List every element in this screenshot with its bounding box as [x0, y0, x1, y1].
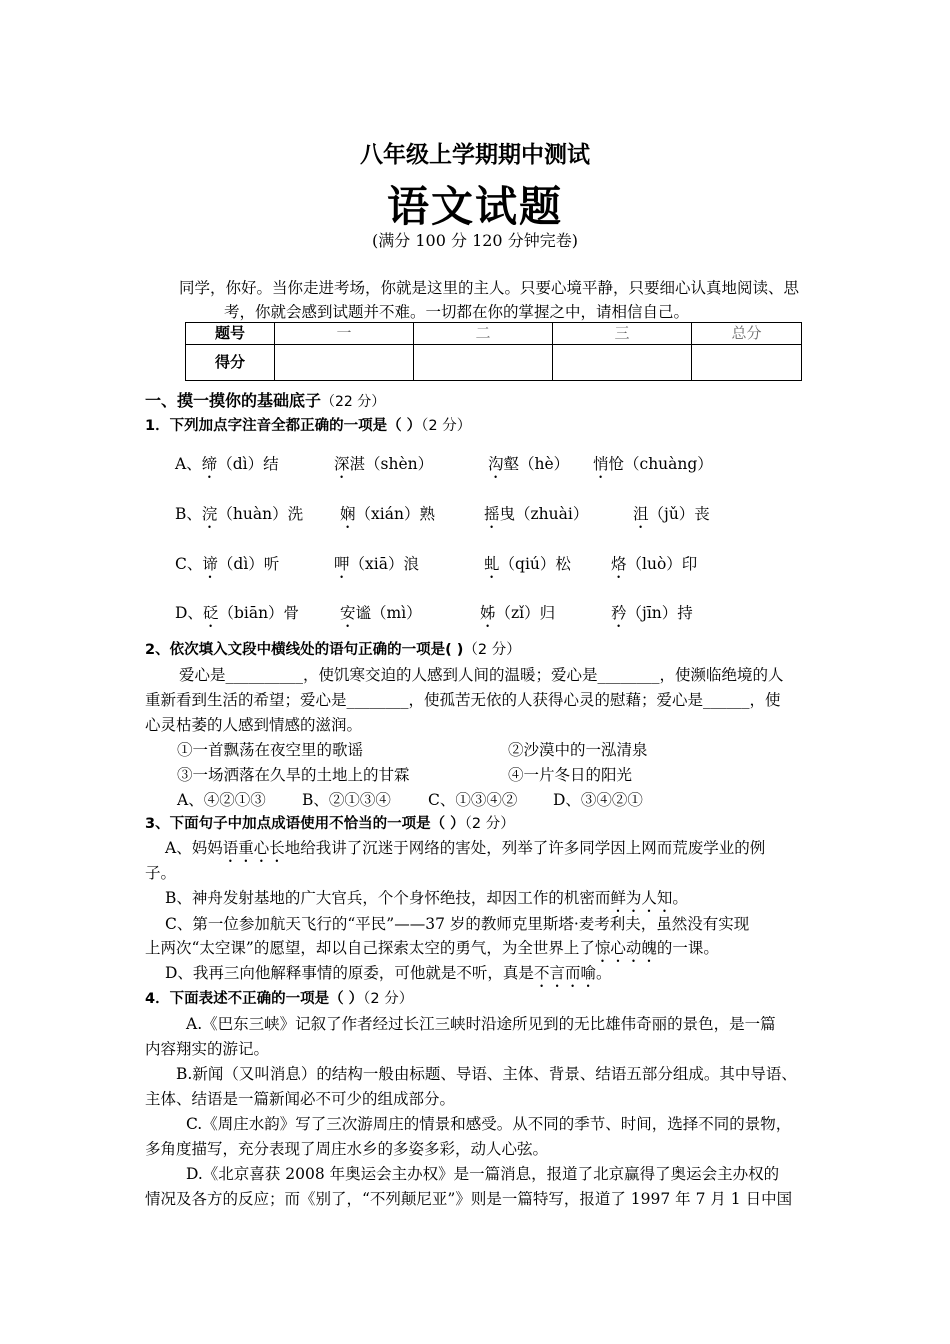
q1-option-b-2: 娴（xián）熟 — [340, 505, 435, 523]
q1-option-d-3: 姊（zǐ）归 — [480, 604, 556, 622]
score-cell-1[interactable] — [275, 345, 414, 381]
q4-option-d-line-2: 情况及各方的反应；而《别了，“不列颠尼亚”》则是一篇特写，报道了 1997 年 7 月 1 日中国 — [145, 1190, 793, 1208]
q2-option-c: C、①③④② — [428, 791, 518, 809]
q2-choice-1: ①一首飘荡在夜空里的歌谣 — [177, 741, 364, 759]
q4-option-a-line-2: 内容翔实的游记。 — [145, 1040, 270, 1058]
q3-c-idiom: 惊心动魄 — [594, 939, 657, 957]
score-cell-2[interactable] — [414, 345, 553, 381]
q1-option-d-1: D、砭（biān）骨 — [175, 604, 300, 622]
q1-option-c-4: 烙（luò）印 — [611, 555, 698, 573]
q2-choice-4: ④一片冬日的阳光 — [508, 766, 633, 784]
q2-text-1: 爱心是__________，使饥寒交迫的人感到人间的温暖；爱心是________，使濒临绝境的人 — [179, 666, 784, 684]
q2-text-2: 重新看到生活的希望；爱心是________，使孤苦无依的人获得心灵的慰藉；爱心是______，使 — [145, 691, 781, 709]
q1-option-a-2: 深湛（shèn） — [334, 455, 434, 473]
q3-b-pre: B、神舟发射基地的广大官兵，个个身怀绝技，却因工作的机密而 — [165, 889, 611, 907]
score-cell-3[interactable] — [553, 345, 692, 381]
q4-option-b-line-1: B.新闻（又叫消息）的结构一般由标题、导语、主体、背景、结语五部分组成。其中导语、 — [176, 1065, 797, 1083]
score-table-col-3: 三 — [553, 323, 692, 345]
q3-c-post: 的一课。 — [656, 939, 719, 957]
q1-option-b-4: 沮（jǔ）丧 — [633, 505, 710, 523]
q1-option-b-1: B、浣（huàn）洗 — [175, 505, 304, 523]
exam-title: 语文试题 — [386, 182, 563, 231]
q2-choice-2: ②沙漠中的一泓清泉 — [508, 741, 648, 759]
section-1-title-text: 一、摸一摸你的基础底子 — [145, 391, 322, 410]
score-table — [185, 322, 802, 381]
q3-points: （2 分） — [464, 816, 515, 832]
exam-subtitle: 八年级上学期期中测试 — [360, 142, 590, 168]
q2-text-3: 心灵枯萎的人感到情感的滋润。 — [145, 716, 363, 734]
q2-choice-3: ③一场洒落在久旱的土地上的甘霖 — [177, 766, 410, 784]
q1-option-c-3: 虬（qiú）松 — [484, 555, 571, 573]
q1-points: （2 分） — [421, 418, 472, 434]
q1-option-a-3: 沟壑（hè） — [488, 455, 570, 473]
q3-option-a-line-1 — [165, 836, 765, 866]
q3-b-idiom: 鲜为人知 — [610, 889, 673, 907]
q3-b-post: 。 — [672, 889, 688, 907]
q3-a-idiom: 语重心长 — [222, 839, 285, 857]
q4-stem — [145, 987, 413, 1008]
q4-option-b-line-2: 主体、结语是一篇新闻必不可少的组成部分。 — [145, 1090, 456, 1108]
q4-option-c-line-1: C.《周庄水韵》写了三次游周庄的情景和感受。从不同的季节、时间，选择不同的景物， — [186, 1115, 792, 1133]
q1-option-d-4: 矜（jīn）持 — [611, 604, 693, 622]
q4-option-c-line-2: 多角度描写，充分表现了周庄水乡的多姿多彩，动人心弦。 — [145, 1140, 549, 1158]
q1-option-c-2: 呷（xiā）浪 — [334, 555, 419, 573]
q3-a-post: 地给我讲了沉迷于网络的害处，列举了许多同学因上网而荒废学业的例 — [284, 839, 766, 857]
q1-stem-text: 1．下列加点字注音全都正确的一项是（ ） — [145, 418, 422, 434]
intro-line-1: 同学，你好。当你走进考场，你就是这里的主人。只要心境平静，只要细心认真地阅读、思 — [179, 279, 800, 297]
q3-option-a-line-2: 子。 — [145, 864, 177, 882]
q3-stem — [145, 812, 515, 833]
q2-points: （2 分） — [463, 642, 521, 658]
section-1-title — [145, 388, 385, 411]
q1-option-b-3: 摇曳（zhuài） — [484, 505, 589, 523]
q3-option-c-line-1: C、第一位参加航天飞行的“平民”——37 岁的教师克里斯塔·麦考利夫，虽然没有实现 — [165, 915, 750, 933]
q2-stem — [145, 638, 521, 659]
q4-option-a-line-1: A.《巴东三峡》记叙了作者经过长江三峡时沿途所见到的无比雄伟奇丽的景色，是一篇 — [186, 1015, 776, 1033]
score-table-header-label: 题号 — [186, 323, 275, 345]
q3-d-idiom: 不言而喻 — [533, 964, 596, 982]
q2-option-b: B、②①③④ — [302, 791, 391, 809]
q4-option-d-line-1: D.《北京喜获 2008 年奥运会主办权》是一篇消息，报道了北京赢得了奥运会主办权的 — [186, 1165, 780, 1183]
q1-option-d-2: 安谧（mì） — [340, 604, 422, 622]
score-cell-total[interactable] — [692, 345, 802, 381]
score-table-col-total: 总分 — [692, 323, 802, 345]
q1-option-a-1: A、缔（dì）结 — [175, 455, 279, 473]
score-row-label: 得分 — [186, 345, 275, 381]
q2-option-a: A、④②①③ — [177, 791, 266, 809]
q4-stem-text: 4．下面表述不正确的一项是（ ） — [145, 991, 364, 1007]
q2-option-d: D、③④②① — [553, 791, 643, 809]
intro-line-2: 考，你就会感到试题并不难。一切都在你的掌握之中，请相信自己。 — [224, 303, 690, 321]
q1-option-a-4: 悄怆（chuàng） — [593, 455, 713, 473]
q2-stem-text: 2、依次填入文段中横线处的语句正确的一项是( ) — [145, 642, 464, 658]
section-1-points: （22 分） — [321, 394, 386, 410]
score-table-col-1: 一 — [275, 323, 414, 345]
q3-d-post: 。 — [595, 964, 612, 982]
q3-stem-text: 3、下面句子中加点成语使用不恰当的一项是（ ） — [145, 816, 465, 832]
q1-stem — [145, 414, 471, 435]
q3-d-pre: D、我再三向他解释事情的原委，可他就是不听，真是 — [165, 964, 534, 982]
score-note: (满分 100 分 120 分钟完卷) — [372, 231, 578, 250]
q4-points: （2 分） — [363, 991, 414, 1007]
score-table-col-2: 二 — [414, 323, 553, 345]
q3-a-pre: A、妈妈 — [165, 839, 223, 857]
q1-option-c-1: C、谛（dì）听 — [175, 555, 280, 573]
q3-c-pre: 上两次“太空课”的愿望，却以自己探索太空的勇气，为全世界上了 — [145, 939, 595, 957]
